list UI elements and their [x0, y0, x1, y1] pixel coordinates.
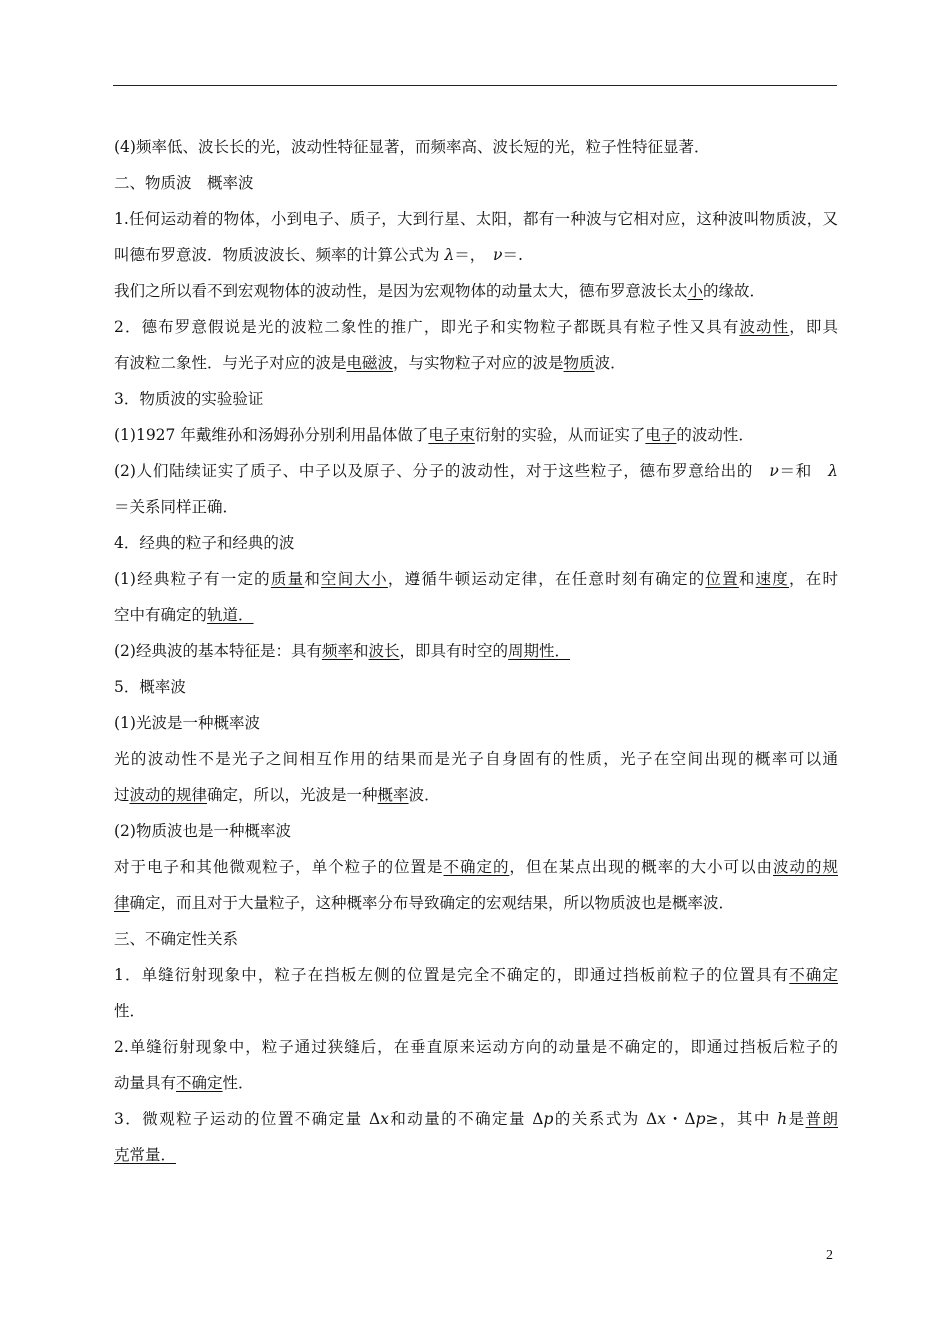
text-line: (2)经典波的基本特征是：具有频率和波长，即具有时空的周期性．	[114, 642, 571, 660]
text-line: 光的波动性不是光子之间相互作用的结果而是光子自身固有的性质，光子在空间出现的概率可以通	[114, 750, 838, 768]
text-line: (1)经典粒子有一定的质量和空间大小，遵循牛顿运动定律，在任意时刻有确定的位置和速度，在时	[114, 570, 838, 588]
text-line: 对于电子和其他微观粒子，单个粒子的位置是不确定的，但在某点出现的概率的大小可以由波动的规	[114, 858, 838, 876]
text-line: 叫德布罗意波．物质波波长、频率的计算公式为 λ＝， ν＝.	[114, 246, 523, 264]
text-line: 性．	[114, 1002, 146, 1020]
text-line: 3．微观粒子运动的位置不确定量 Δx和动量的不确定量 Δp的关系式为 Δx・Δp≥，其中 h是普朗	[114, 1110, 838, 1128]
text-line: (4)频率低、波长长的光，波动性特征显著，而频率高、波长短的光，粒子性特征显著．	[114, 138, 710, 156]
section-heading: 4．经典的粒子和经典的波	[114, 534, 295, 552]
section-heading: 5．概率波	[114, 678, 186, 696]
text-line: 动量具有不确定性．	[114, 1074, 254, 1092]
text-line: 我们之所以看不到宏观物体的波动性，是因为宏观物体的动量太大，德布罗意波长太小的缘故．	[114, 282, 766, 300]
section-heading: 二、物质波 概率波	[114, 174, 254, 192]
text-line: 2．德布罗意假说是光的波粒二象性的推广，即光子和实物粒子都既具有粒子性又具有波动性，即具	[114, 318, 838, 336]
text-line: (2)物质波也是一种概率波	[114, 822, 291, 840]
section-heading: 3．物质波的实验验证	[114, 390, 264, 408]
text-line: 过波动的规律确定，所以，光波是一种概率波．	[114, 786, 440, 804]
text-line: 空中有确定的轨道．	[114, 606, 254, 624]
text-line: 2.单缝衍射现象中，粒子通过狭缝后，在垂直原来运动方向的动量是不确定的，即通过挡板后粒子的	[114, 1038, 838, 1056]
text-line: (1)1927 年戴维孙和汤姆孙分别利用晶体做了电子束衍射的实验，从而证实了电子的波动性．	[114, 426, 754, 444]
page-number: 2	[826, 1248, 833, 1263]
text-line: 克常量．	[114, 1146, 177, 1164]
text-line: 1．单缝衍射现象中，粒子在挡板左侧的位置是完全不确定的，即通过挡板前粒子的位置具有不确定	[114, 966, 838, 984]
document-body	[114, 136, 838, 1180]
text-line: 1.任何运动着的物体，小到电子、质子，大到行星、太阳，都有一种波与它相对应，这种波叫物质波，又	[114, 210, 838, 228]
text-line: (1)光波是一种概率波	[114, 714, 260, 732]
header-rule	[113, 85, 837, 86]
text-line: (2)人们陆续证实了质子、中子以及原子、分子的波动性，对于这些粒子，德布罗意给出的 ν＝和 λ	[114, 462, 838, 480]
text-line: 有波粒二象性．与光子对应的波是电磁波，与实物粒子对应的波是物质波．	[114, 354, 626, 372]
text-line: 律确定，而且对于大量粒子，这种概率分布导致确定的宏观结果，所以物质波也是概率波．	[114, 894, 735, 912]
text-line: ＝关系同样正确．	[114, 498, 239, 516]
section-heading: 三、不确定性关系	[114, 930, 239, 948]
